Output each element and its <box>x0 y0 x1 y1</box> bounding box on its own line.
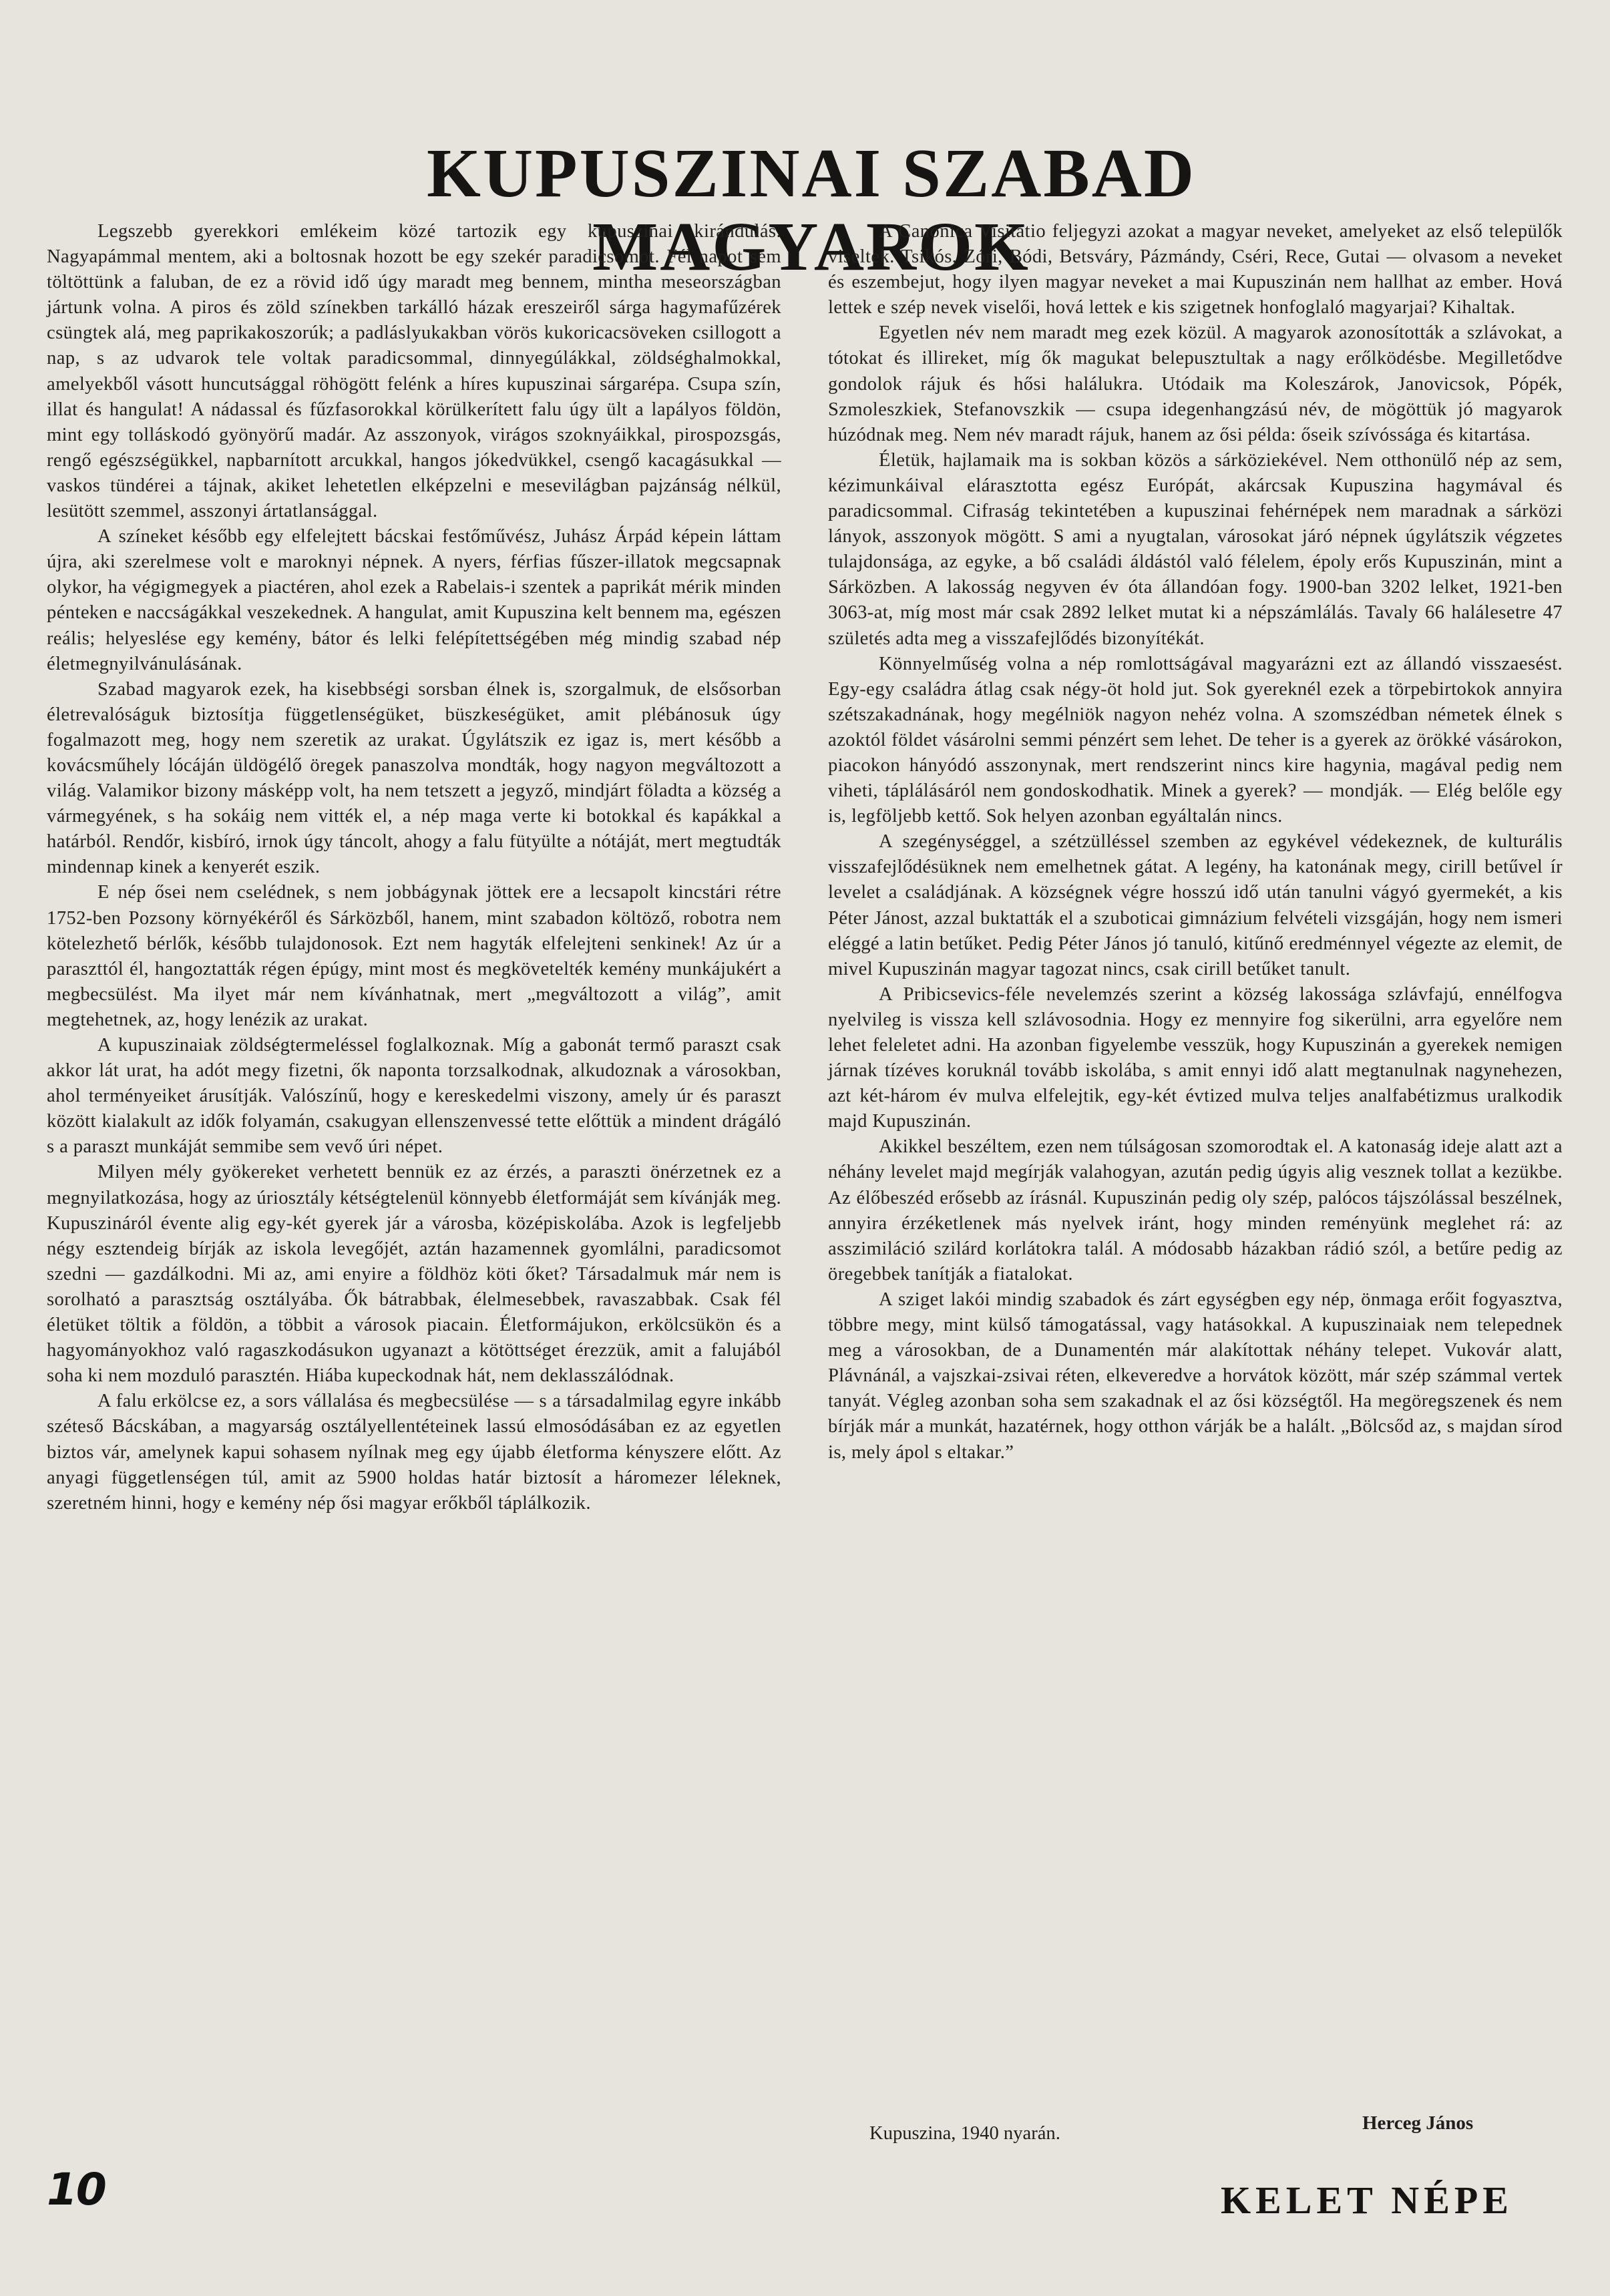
author-signature: Herceg János <box>1362 2112 1474 2134</box>
paragraph: A színeket később egy elfelejtett bácskai festőművész, Juhász Árpád képein láttam újra, aki szerelmese volt e maroknyi népnek. A nyers, férfias fűszer-illatok megcsapnak olykor, ha végigmegyek a piactéren, ahol ezek a Rabelais-i szentek a paprikát mérik minden pénteken e naccságákkal veszekednek. A hangulat, amit Kupuszina kelt bennem ma, egészen reális; helyeslése egy kemény, bátor és lelki felépítettségében még mindig szabad nép életmegnyilvánulásának. <box>47 526 781 674</box>
paragraph: A sziget lakói mindig szabadok és zárt egységben egy nép, önmaga erőit fogyasztva, többre megy, mint külső támogatással, vagy hatásokkal. A kupuszinaiak nem telepednek meg a városokban, de a Dunamentén már alakítottak néhány telepet. Vukovár alatt, Plávnánál, a vajszkai-zsivai réten, elkeveredve a horvátok között, már szép számmal vertek tanyát. Végleg azonban soha sem szakadnak el az ősi községtől. Ha megöregszenek és nem bírják már a munkát, hazatérnek, hogy otthon várják be a halált. „Bölcsőd az, s majdan sírod is, mely ápol s eltakar.” <box>828 1289 1563 1463</box>
page-number: 10 <box>47 2164 106 2215</box>
article-title: KUPUSZINAI SZABAD MAGYAROK <box>427 135 1196 285</box>
paragraph: Könnyelműség volna a nép romlottságával magyarázni ezt az állandó visszaesést. Egy-egy családra átlag csak négy-öt hold jut. Sok gyereknél ezek a törpebirtokok annyira szétszakadnának, hogy megélniök nagyon nehéz volna. A szomszédban németek élnek s azoktól földet vásárolni semmi pénzért sem lehet. De teher is a gyerek az örökké vásárokon, piacokon hányódó asszonynak, mert rendszerint nincs kire hagynia, magával pedig nem viheti, táplálásáról nem gondoskodhatik. Minek a gyerek? — mondják. — Elég belőle egy is, legföljebb kettő. Sok helyen azonban egyáltalán nincs. <box>828 653 1563 827</box>
paragraph: Életük, hajlamaik ma is sokban közös a sárköziekével. Nem otthonülő nép az sem, kézimunkáival elárasztotta egész Európát, akárcsak Kupuszina hagymával és paradicsommal. Cifraság tekintetében a kupuszinai fehérnépek nem maradnak a sárközi lányok, asszonyok mögött. S ami a nyugtalan, városokat járó népnek úgylátszik végzetes tulajdonsága, az egyke, a bő családi áldástól való félelem, époly erős Kupuszinán, mint a Sárközben. A lakosság negyven év óta állandóan fogy. 1900-ban 3202 lelket, 1921-ben 3063-at, míg most már csak 2892 lelket mutat ki a népszámlálás. Tavaly 66 halálesetre 47 születés adta meg a visszafejlődés bizonyítékát. <box>828 449 1563 649</box>
paragraph: Akikkel beszéltem, ezen nem túlságosan szomorodtak el. A katonaság ideje alatt azt a néhány levelet majd megírják valahogyan, azután pedig úgyis alig vesznek tollat a kezükbe. Az élőbeszéd erősebb az írásnál. Kupuszinán pedig oly szép, palócos tájszólással beszélnek, annyira érzéketlenek más nyelvek iránt, hogy minden reményünk meglehet rá: az asszimiláció szilárd korlátokra talál. A módosabb házakban rádió szól, a betűre pedig az öregebbek tanítják a fiatalokat. <box>828 1136 1563 1285</box>
right-column <box>828 219 1563 1465</box>
paragraph: A kupuszinaiak zöldségtermeléssel foglalkoznak. Míg a gabonát termő paraszt csak akkor lát urat, ha adót megy fizetni, ők naponta torzsalkodnak, alkudoznak a városokban, ahol terményeiket árusítják. Valószínű, hogy e kereskedelmi viszony, amely úr és paraszt között kialakult az idők folyamán, csakugyan ellenszenvessé tette előttük a mindent drágáló s a paraszt munkáját semmibe sem vevő úri népet. <box>47 1035 781 1158</box>
magazine-name: KELET NÉPE <box>1221 2178 1513 2222</box>
left-column <box>47 219 781 1516</box>
paragraph: A Pribicsevics-féle nevelemzés szerint a község lakossága szlávfajú, ennélfogva nyelvileg is vissza kell szlávosodnia. Hogy ez mennyire fog sikerülni, arra egyelőre nem lehet feleletet adni. Ha azonban figyelembe vesszük, hogy Kupuszinán a gyerekek nemigen járnak tízéves koruknál tovább iskolába, s amit ennyi idő alatt megtanulnak nagynehezen, azt két-három év mulva elfelejtik, egy-két évtized mulva teljes analfabétizmus uralkodik majd Kupuszinán. <box>828 983 1563 1132</box>
paragraph: A szegénységgel, a szétzülléssel szemben az egykével védekeznek, de kulturális visszafejlődésüknek nem emelhetnek gátat. A legény, ha katonának megy, cirill betűvel ír levelet a családjának. A községnek végre hosszú idő után tanulni vágyó gyermekét, a kis Péter Jánost, azzal buktatták el a szuboticai gimnázium felvételi vizsgáján, hogy nem ismeri eléggé a latin betűket. Pedig Péter János jó tanuló, kitűnő eredménnyel végezte az elemit, de mivel Kupuszinán magyar tagozat nincs, csak cirill betűket tanult. <box>828 831 1563 979</box>
paragraph: A Canonica Visitatio feljegyzi azokat a magyar neveket, amelyeket az első települők viseltek. Tsikós, Zóri, Bódi, Betsváry, Pázmándy, Cséri, Rece, Gutai — olvasom a neveket és eszembejut, hogy ilyen magyar neveket a mai Kupuszinán nem hallhat az ember. Hová lettek e szép nevek viselői, hová lettek e kis szigetnek honfoglaló magyarjai? Kihaltak. <box>828 221 1563 318</box>
place-date: Kupuszina, 1940 nyarán. <box>869 2123 1060 2144</box>
paragraph: Legszebb gyerekkori emlékeim közé tartozik egy kupuszinai kirándulás. Nagyapámmal mentem, aki a boltosnak hozott be egy szekér paradicsomot. Fél napot sem töltöttünk a faluban, de ez a rövid idő úgy maradt meg bennem, mintha meseországban jártunk volna. A piros és zöld színekben tarkálló házak ereszeiről sárga hagymafűzérek csüngtek alá, meg paprikakoszorúk; a padláslyukakban vörös kukoricacsöveken csillogott a nap, s az udvarok tele voltak paradicsommal, dinnyegúlákkal, zöldséghalmokkal, amelyekből vásott huncutsággal röhögött felénk a híres kupuszinai sárgarépa. Csupa szín, illat és hangulat! A nádassal és fűzfasorokkal körülkerített falu úgy ült a lapályos földön, mint egy tolláskodó gyönyörű madár. Az asszonyok, virágos szoknyáikkal, pirospozsgás, rengő egészségükkel, napbarnított arcukkal, hangos jókedvükkel, csengő kacagásukkal — vaskos tündérei a tájnak, akiket lehetetlen elképzelni e mesevilágban pajzánság nélkül, lesütött szemmel, asszonyi ártatlansággal. <box>47 221 781 522</box>
paragraph: E nép ősei nem cselédnek, s nem jobbágynak jöttek ere a lecsapolt kincstári rétre 1752-ben Pozsony környékéről és Sárközből, hanem, mint szabadon költöző, robotra nem kötelezhető bérlők, később tulajdonosok. Ezt nem hagyták elfelejteni senkinek! Az úr a paraszttól él, hangoztatták régen épúgy, mint most és megkövetelték kemény munkájukért a megbecsülést. Ma ilyet már nem kívánhatnak, mert „megváltozott a világ”, amit megtehetnek, az, hogy lenézik az urakat. <box>47 882 781 1030</box>
paragraph: A falu erkölcse ez, a sors vállalása és megbecsülése — s a társadalmilag egyre inkább széteső Bácskában, a magyarság osztályellentéteinek lassú elmosódásában ez az egyetlen biztos vár, amelynek kapui sohasem nyílnak meg egy újabb életforma kényszere előtt. Az anyagi függetlenségen túl, amit az 5900 holdas határ biztosít a háromezer léleknek, szeretném hinni, hogy e kemény nép ősi magyar erőkből táplálkozik. <box>47 1391 781 1514</box>
paragraph: Szabad magyarok ezek, ha kisebbségi sorsban élnek is, szorgalmuk, de elsősorban életrevalóságuk biztosítja függetlenségüket, büszkeségüket, amit plébánosuk úgy fogalmazott meg, hogy nem szeretik az urakat. Úgylátszik ez igaz is, mert később a kovácsműhely lócáján üldögélő öregek panaszolva mondták, hogy nagyon megváltozott a világ. Valamikor bizony másképp volt, ha nem tetszett a jegyző, mindjárt föladta a község a vármegyének, s ha sokáig nem vitték el, a nép maga verte ki botokkal és kapákkal a határból. Rendőr, kisbíró, irnok úgy táncolt, ahogy a falu fütyülte a nótáját, mert megtudták mindennap kinek a kenyerét eszik. <box>47 678 781 878</box>
paragraph: Egyetlen név nem maradt meg ezek közül. A magyarok azonosították a szlávokat, a tótokat és illireket, míg ők magukat belepusztultak a nagy erőlködésbe. Megilletődve gondolok rájuk és hősi halálukra. Utódaik ma Koleszárok, Janovicsok, Pópék, Szmoleszkiek, Stefanovszkik — csupa idegenhangzású név, de mögöttük jó magyarok húzódnak meg. Nem név maradt rájuk, hanem az ősi példa: őseik szívóssága és kitartása. <box>828 322 1563 445</box>
paragraph: Milyen mély gyökereket verhetett bennük ez az érzés, a paraszti önérzetnek ez a megnyilatkozása, hogy az úriosztály kétségtelenül könnyebb életformáját sem kívánják meg. Kupuszináról évente alig egy-két gyerek jár a városba, középiskolába. Azok is legfeljebb négy esztendeig bírják az iskola levegőjét, aztán hazamennek gyomlálni, paradicsomot szedni — gazdálkodni. Mi az, ami enyire a földhöz köti őket? Társadalmuk már nem is sorolható a parasztság osztályába. Ők bátrabbak, élelmesebbek, ravaszabbak. Csak fél életüket töltik a földön, a többit a városok piacain. Életformájukon, erkölcsükön és a hagyományokhoz való ragaszkodásukon ugyanazt a kötöttséget érezzük, amit a falujából soha ki nem mozduló parasztén. Hiába kupeckodnak hát, nem deklasszálódnak. <box>47 1162 781 1387</box>
